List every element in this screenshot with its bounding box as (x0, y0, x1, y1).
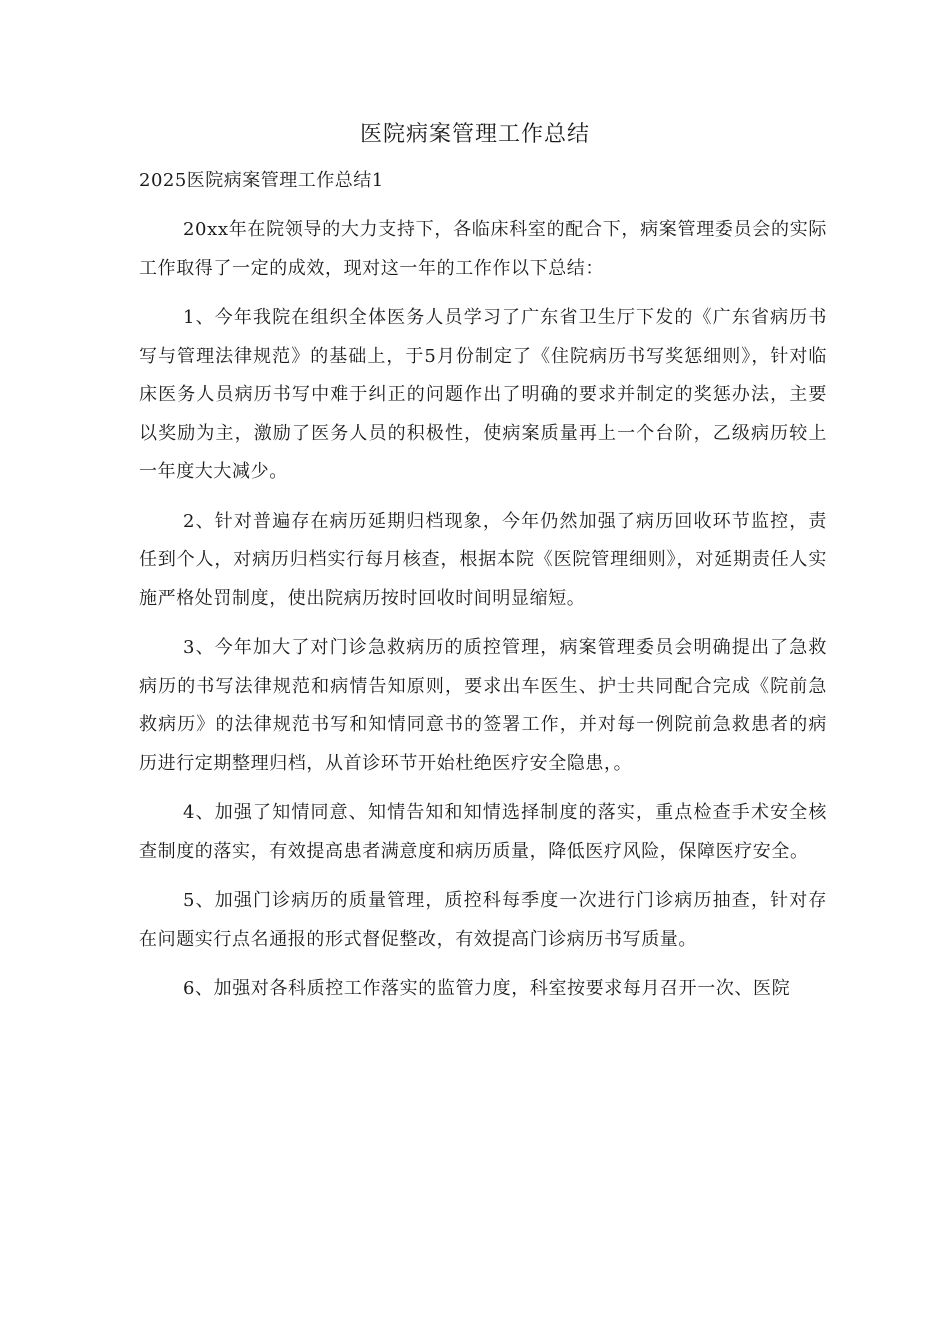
paragraph-item-4: 4、加强了知情同意、知情告知和知情选择制度的落实，重点检查手术安全核查制度的落实，有效提高患者满意度和病历质量，降低医疗风险，保障医疗安全。 (139, 802, 827, 862)
paragraph-item-1: 1、今年我院在组织全体医务人员学习了广东省卫生厅下发的《广东省病历书写与管理法律规范》的基础上，于5月份制定了《住院病历书写奖惩细则》，针对临床医务人员病历书写中难于纠正的问题作出了明确的要求并制定的奖惩办法，主要以奖励为主，激励了医务人员的积极性，使病案质量再上一个台阶，乙级病历较上一年度大大减少。 (139, 307, 827, 482)
paragraph-intro: 20xx年在院领导的大力支持下，各临床科室的配合下，病案管理委员会的实际工作取得了一定的成效，现对这一年的工作作以下总结： (139, 219, 827, 279)
document-subtitle: 2025医院病案管理工作总结1 (139, 170, 384, 191)
paragraph-item-3: 3、今年加大了对门诊急救病历的质控管理，病案管理委员会明确提出了急救病历的书写法律规范和病情告知原则，要求出车医生、护士共同配合完成《院前急救病历》的法律规范书写和知情同意书的签署工作，并对每一例院前急救患者的病历进行定期整理归档，从首诊环节开始杜绝医疗安全隐患，。 (139, 637, 827, 774)
paragraph-item-6: 6、加强对各科质控工作落实的监管力度，科室按要求每月召开一次、医院 (183, 978, 791, 999)
document-body (139, 211, 827, 1009)
paragraph-item-2: 2、针对普遍存在病历延期归档现象，今年仍然加强了病历回收环节监控，责任到个人，对病历归档实行每月核查，根据本院《医院管理细则》，对延期责任人实施严格处罚制度，使出院病历按时回收时间明显缩短。 (139, 510, 827, 609)
document-title: 医院病案管理工作总结 (359, 122, 590, 147)
paragraph-item-5: 5、加强门诊病历的质量管理，质控科每季度一次进行门诊病历抽查，针对存在问题实行点名通报的形式督促整改，有效提高门诊病历书写质量。 (139, 890, 827, 950)
